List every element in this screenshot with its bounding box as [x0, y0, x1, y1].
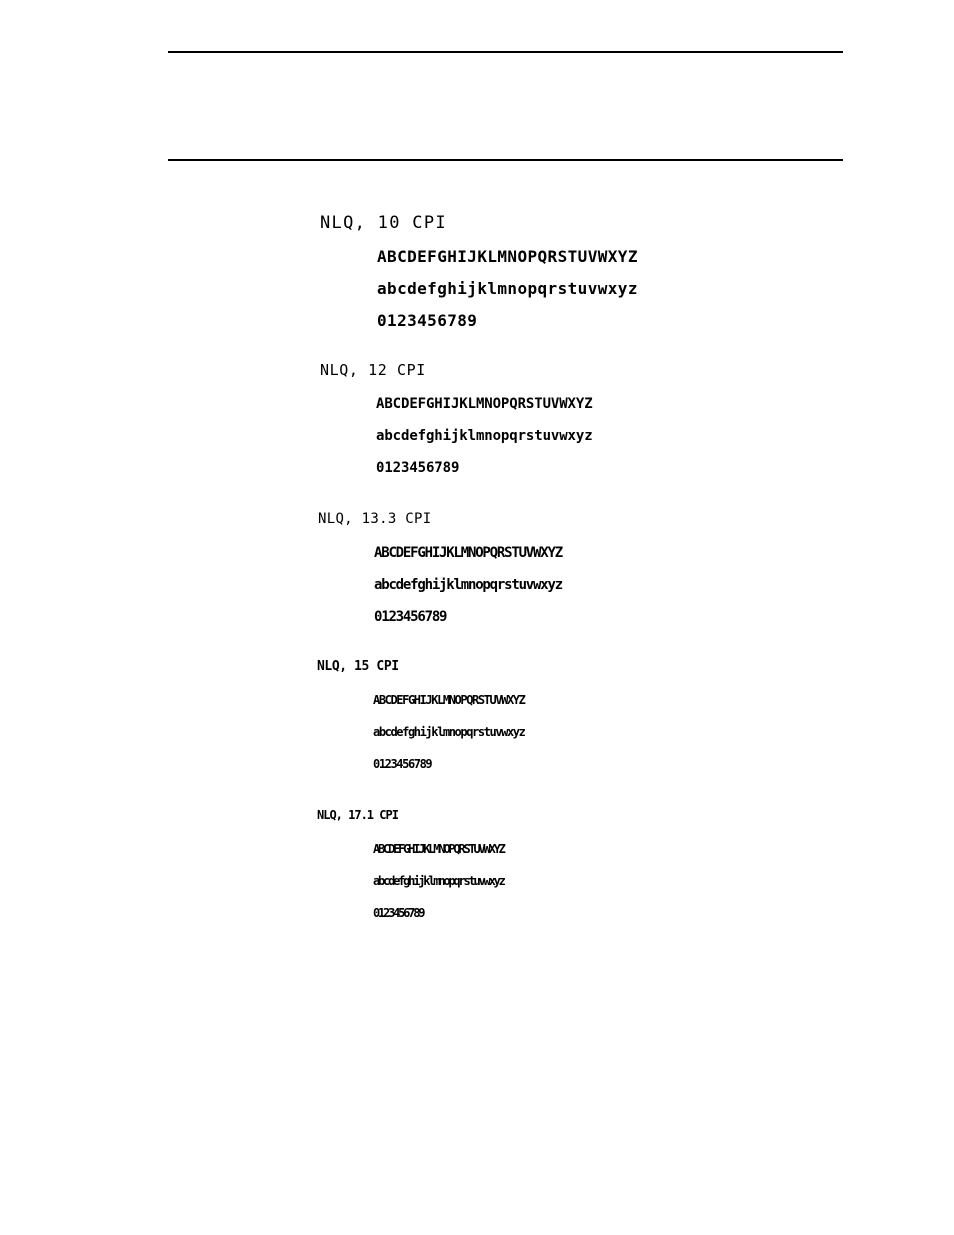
sample-heading: NLQ, 10 CPI	[320, 213, 447, 233]
lowercase-sample: abcdefghijklmnopqrstuvwxyz	[374, 577, 562, 593]
lowercase-sample: abcdefghijklmnopqrstuvwxyz	[376, 428, 593, 444]
sample-heading: NLQ, 15 CPI	[317, 659, 399, 674]
uppercase-sample: ABCDEFGHIJKLMNOPQRSTUVWXYZ	[373, 693, 525, 707]
digits-sample: 0123456789	[373, 906, 424, 920]
sample-heading: NLQ, 12 CPI	[320, 361, 426, 379]
digits-sample: 0123456789	[377, 311, 478, 330]
sample-heading: NLQ, 13.3 CPI	[318, 511, 432, 527]
uppercase-sample: ABCDEFGHIJKLMNOPQRSTUVWXYZ	[373, 842, 504, 856]
lowercase-sample: abcdefghijklmnopqrstuvwxyz	[373, 725, 525, 739]
uppercase-sample: ABCDEFGHIJKLMNOPQRSTUVWXYZ	[377, 247, 638, 266]
uppercase-sample: ABCDEFGHIJKLMNOPQRSTUVWXYZ	[376, 396, 593, 412]
digits-sample: 0123456789	[374, 609, 447, 625]
header-top-rule	[168, 51, 843, 53]
lowercase-sample: abcdefghijklmnopqrstuvwxyz	[373, 874, 504, 888]
sample-heading: NLQ, 17.1 CPI	[317, 808, 398, 822]
digits-sample: 0123456789	[373, 757, 432, 771]
digits-sample: 0123456789	[376, 460, 460, 476]
uppercase-sample: ABCDEFGHIJKLMNOPQRSTUVWXYZ	[374, 545, 562, 561]
lowercase-sample: abcdefghijklmnopqrstuvwxyz	[377, 279, 638, 298]
header-bottom-rule	[168, 159, 843, 161]
